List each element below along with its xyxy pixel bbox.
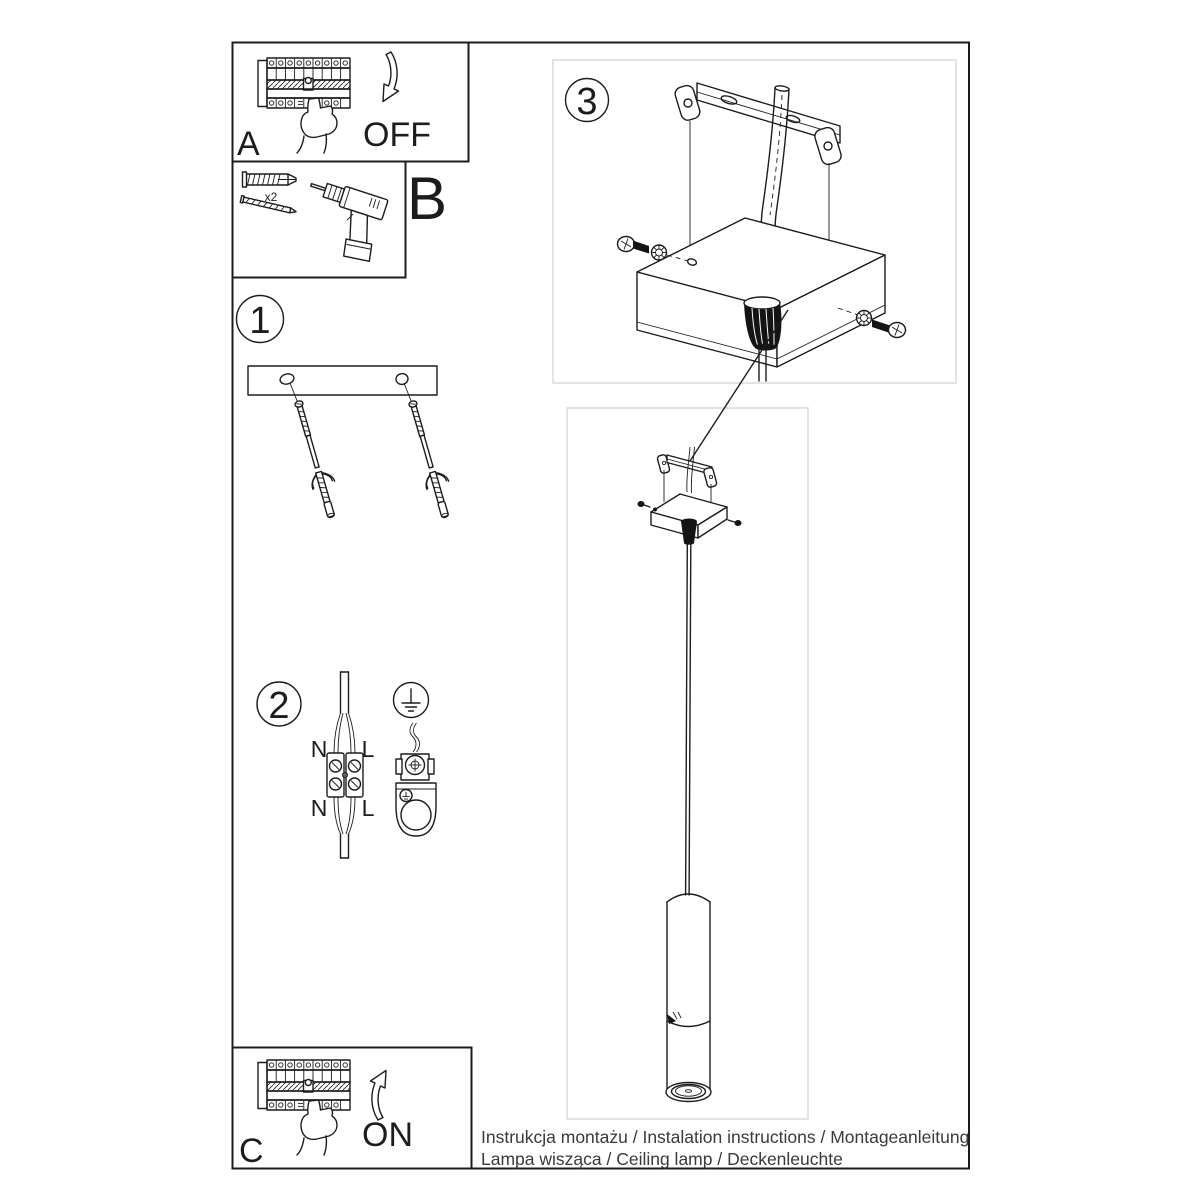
leader-right [404,383,412,402]
panel-c-box [233,1048,472,1169]
overview-canopy [638,494,742,545]
pendant-cord [686,545,691,895]
ground-clamp-icon [396,754,436,836]
ceiling-bracket [673,83,842,166]
mounting-bar [248,366,437,395]
footer-line-1: Instrukcja montażu / Instalation instructions / Montageanleitung [481,1127,970,1147]
drill-icon [293,176,389,264]
wire-l-bottom-label: L [361,795,375,821]
off-label: OFF [363,116,431,154]
bar-hole-left [279,372,295,385]
ground-symbol-icon [394,683,429,718]
screw-plug-right-icon [402,398,458,521]
step2-group [257,672,436,858]
arrow-down-icon [383,52,399,102]
panel-c-label: C [239,1132,264,1170]
panel-a-label: A [237,125,260,163]
step1-group [237,296,459,521]
breaker-panel-icon-c [258,1060,350,1155]
outer-border [233,43,970,1169]
page-borders [233,43,970,1169]
wire-n-bottom-label: N [310,795,328,821]
wire-n-top-label: N [310,736,328,762]
screw-plug-left-icon [288,398,344,521]
quantity-label: x2 [264,190,278,204]
pendant-lamp [666,894,711,1102]
footer [481,1127,969,1169]
assembly-overview [638,447,742,1102]
wire-l-top-label: L [361,736,375,762]
panel-b [240,165,447,264]
panel-b-label: B [407,165,448,232]
step3-number: 3 [576,81,598,123]
terminal-block-diagram [327,672,363,858]
step3-group [566,79,906,382]
arrow-up-icon [371,1071,387,1121]
wall-plug-icon [243,172,297,187]
panel-a [237,52,431,163]
ground-wire-icon [410,723,420,752]
bar-hole-right [395,373,409,386]
on-label: ON [362,1116,413,1154]
leader-left [290,383,298,402]
step2-number: 2 [268,685,290,727]
panel-c [239,1060,413,1170]
step1-number: 1 [249,300,271,342]
breaker-panel-icon [258,58,350,153]
footer-line-2: Lampa wisząca / Ceiling lamp / Deckenleuchte [481,1149,843,1169]
